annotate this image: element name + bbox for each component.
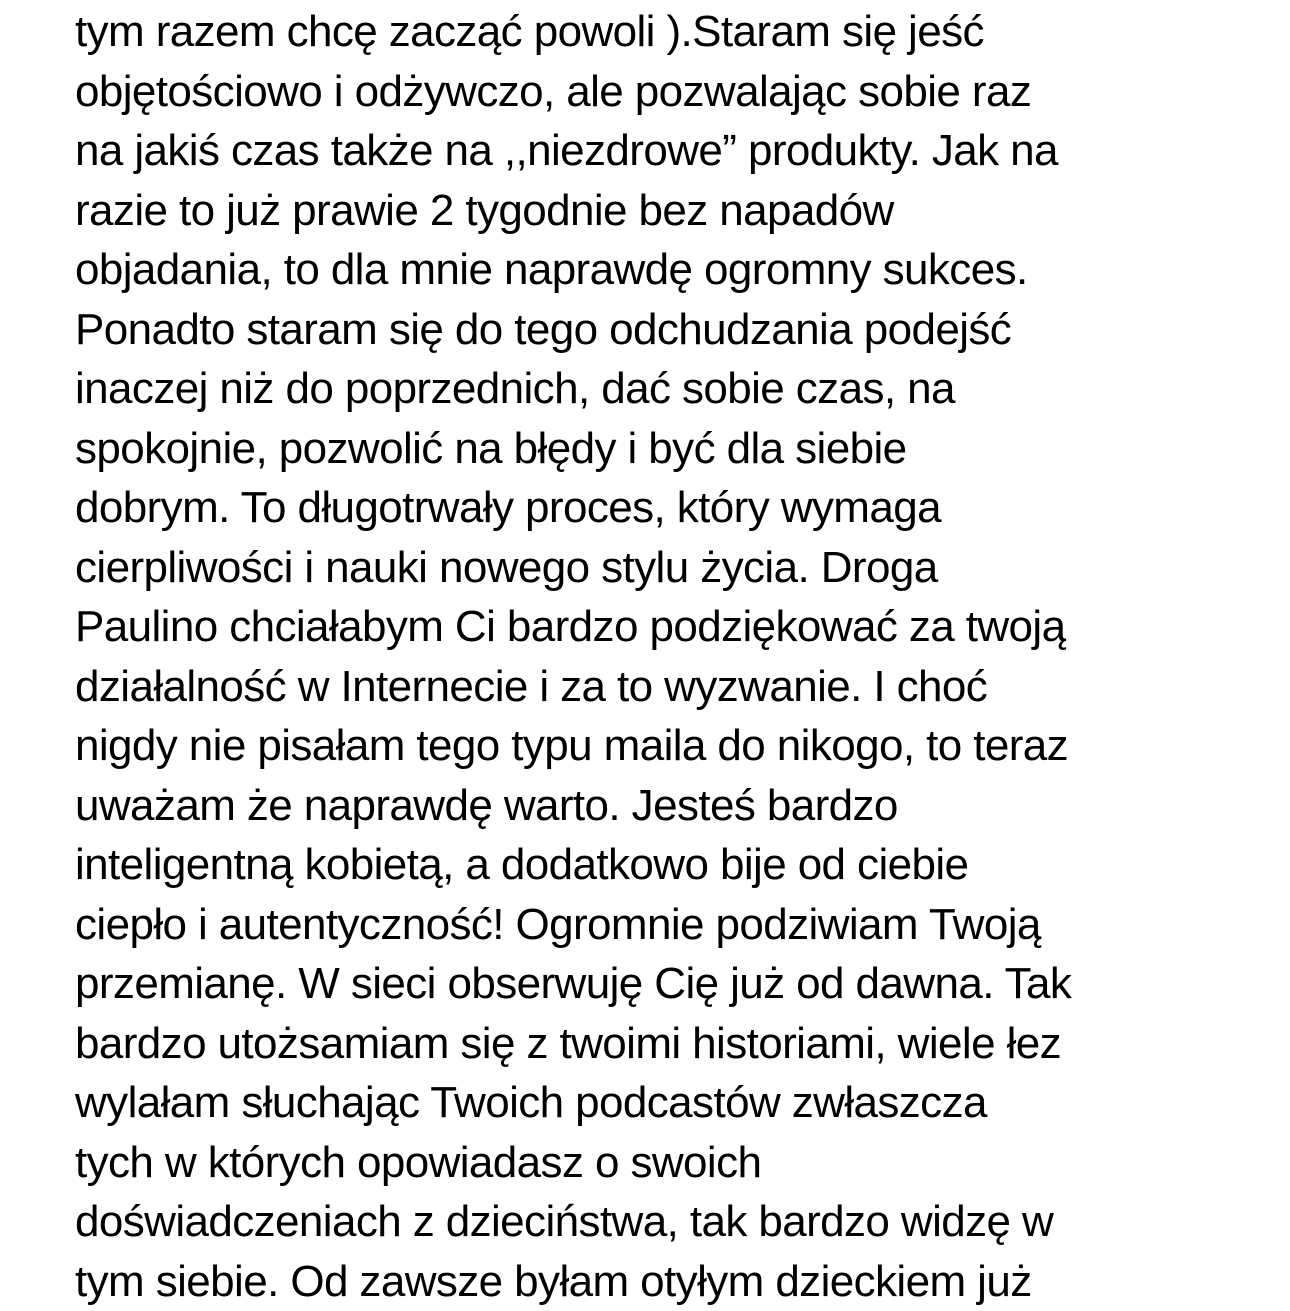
text-line: inteligentną kobietą, a dodatkowo bije od ciebie [75,840,969,889]
text-line: nigdy nie pisałam tego typu maila do nikogo, to teraz [75,721,1069,770]
text-line: objętościowo i odżywczo, ale pozwalając sobie raz [75,66,1032,116]
text-line: objadania, to dla mnie naprawdę ogromny sukces. [75,245,1028,294]
text-line: ciepło i autentyczność! Ogromnie podziwiam Twoją [75,899,1041,949]
text-line: spokojnie, pozwolić na błędy i być dla siebie [75,423,907,473]
text-line: przemianę. W sieci obserwuję Cię już od dawna. Tak [75,959,1072,1008]
text-line: bardzo utożsamiam się z twoimi historiami, wiele łez [75,1018,1062,1068]
text-line: Paulino chciałabym Ci bardzo podziękować za twoją [75,602,1066,651]
text-line: wylałam słuchając Twoich podcastów zwłaszcza [75,1078,987,1127]
text-line: dobrym. To długotrwały proces, który wymaga [75,483,941,532]
text-line: cierpliwości i nauki nowego stylu życia. Droga [75,542,938,592]
text-line: inaczej niż do poprzednich, dać sobie czas, na [75,364,955,413]
text-line: razie to już prawie 2 tygodnie bez napadów [75,185,894,235]
text-line: uważam że naprawdę warto. Jesteś bardzo [75,780,898,830]
text-line: działalność w Internecie i za to wyzwanie. I choć [75,661,988,711]
text-line: Ponadto staram się do tego odchudzania podejść [75,304,1012,354]
text-line: na jakiś czas także na ,,niezdrowe” produkty. Jak na [75,126,1058,175]
text-line: tym siebie. Od zawsze byłam otyłym dzieckiem już [75,1256,1032,1306]
text-line: tym razem chcę zacząć powoli ).Staram się jeść [75,7,984,56]
text-line: doświadczeniach z dzieciństwa, tak bardzo widzę w [75,1197,1054,1246]
text-line: tych w których opowiadasz o swoich [75,1137,762,1187]
